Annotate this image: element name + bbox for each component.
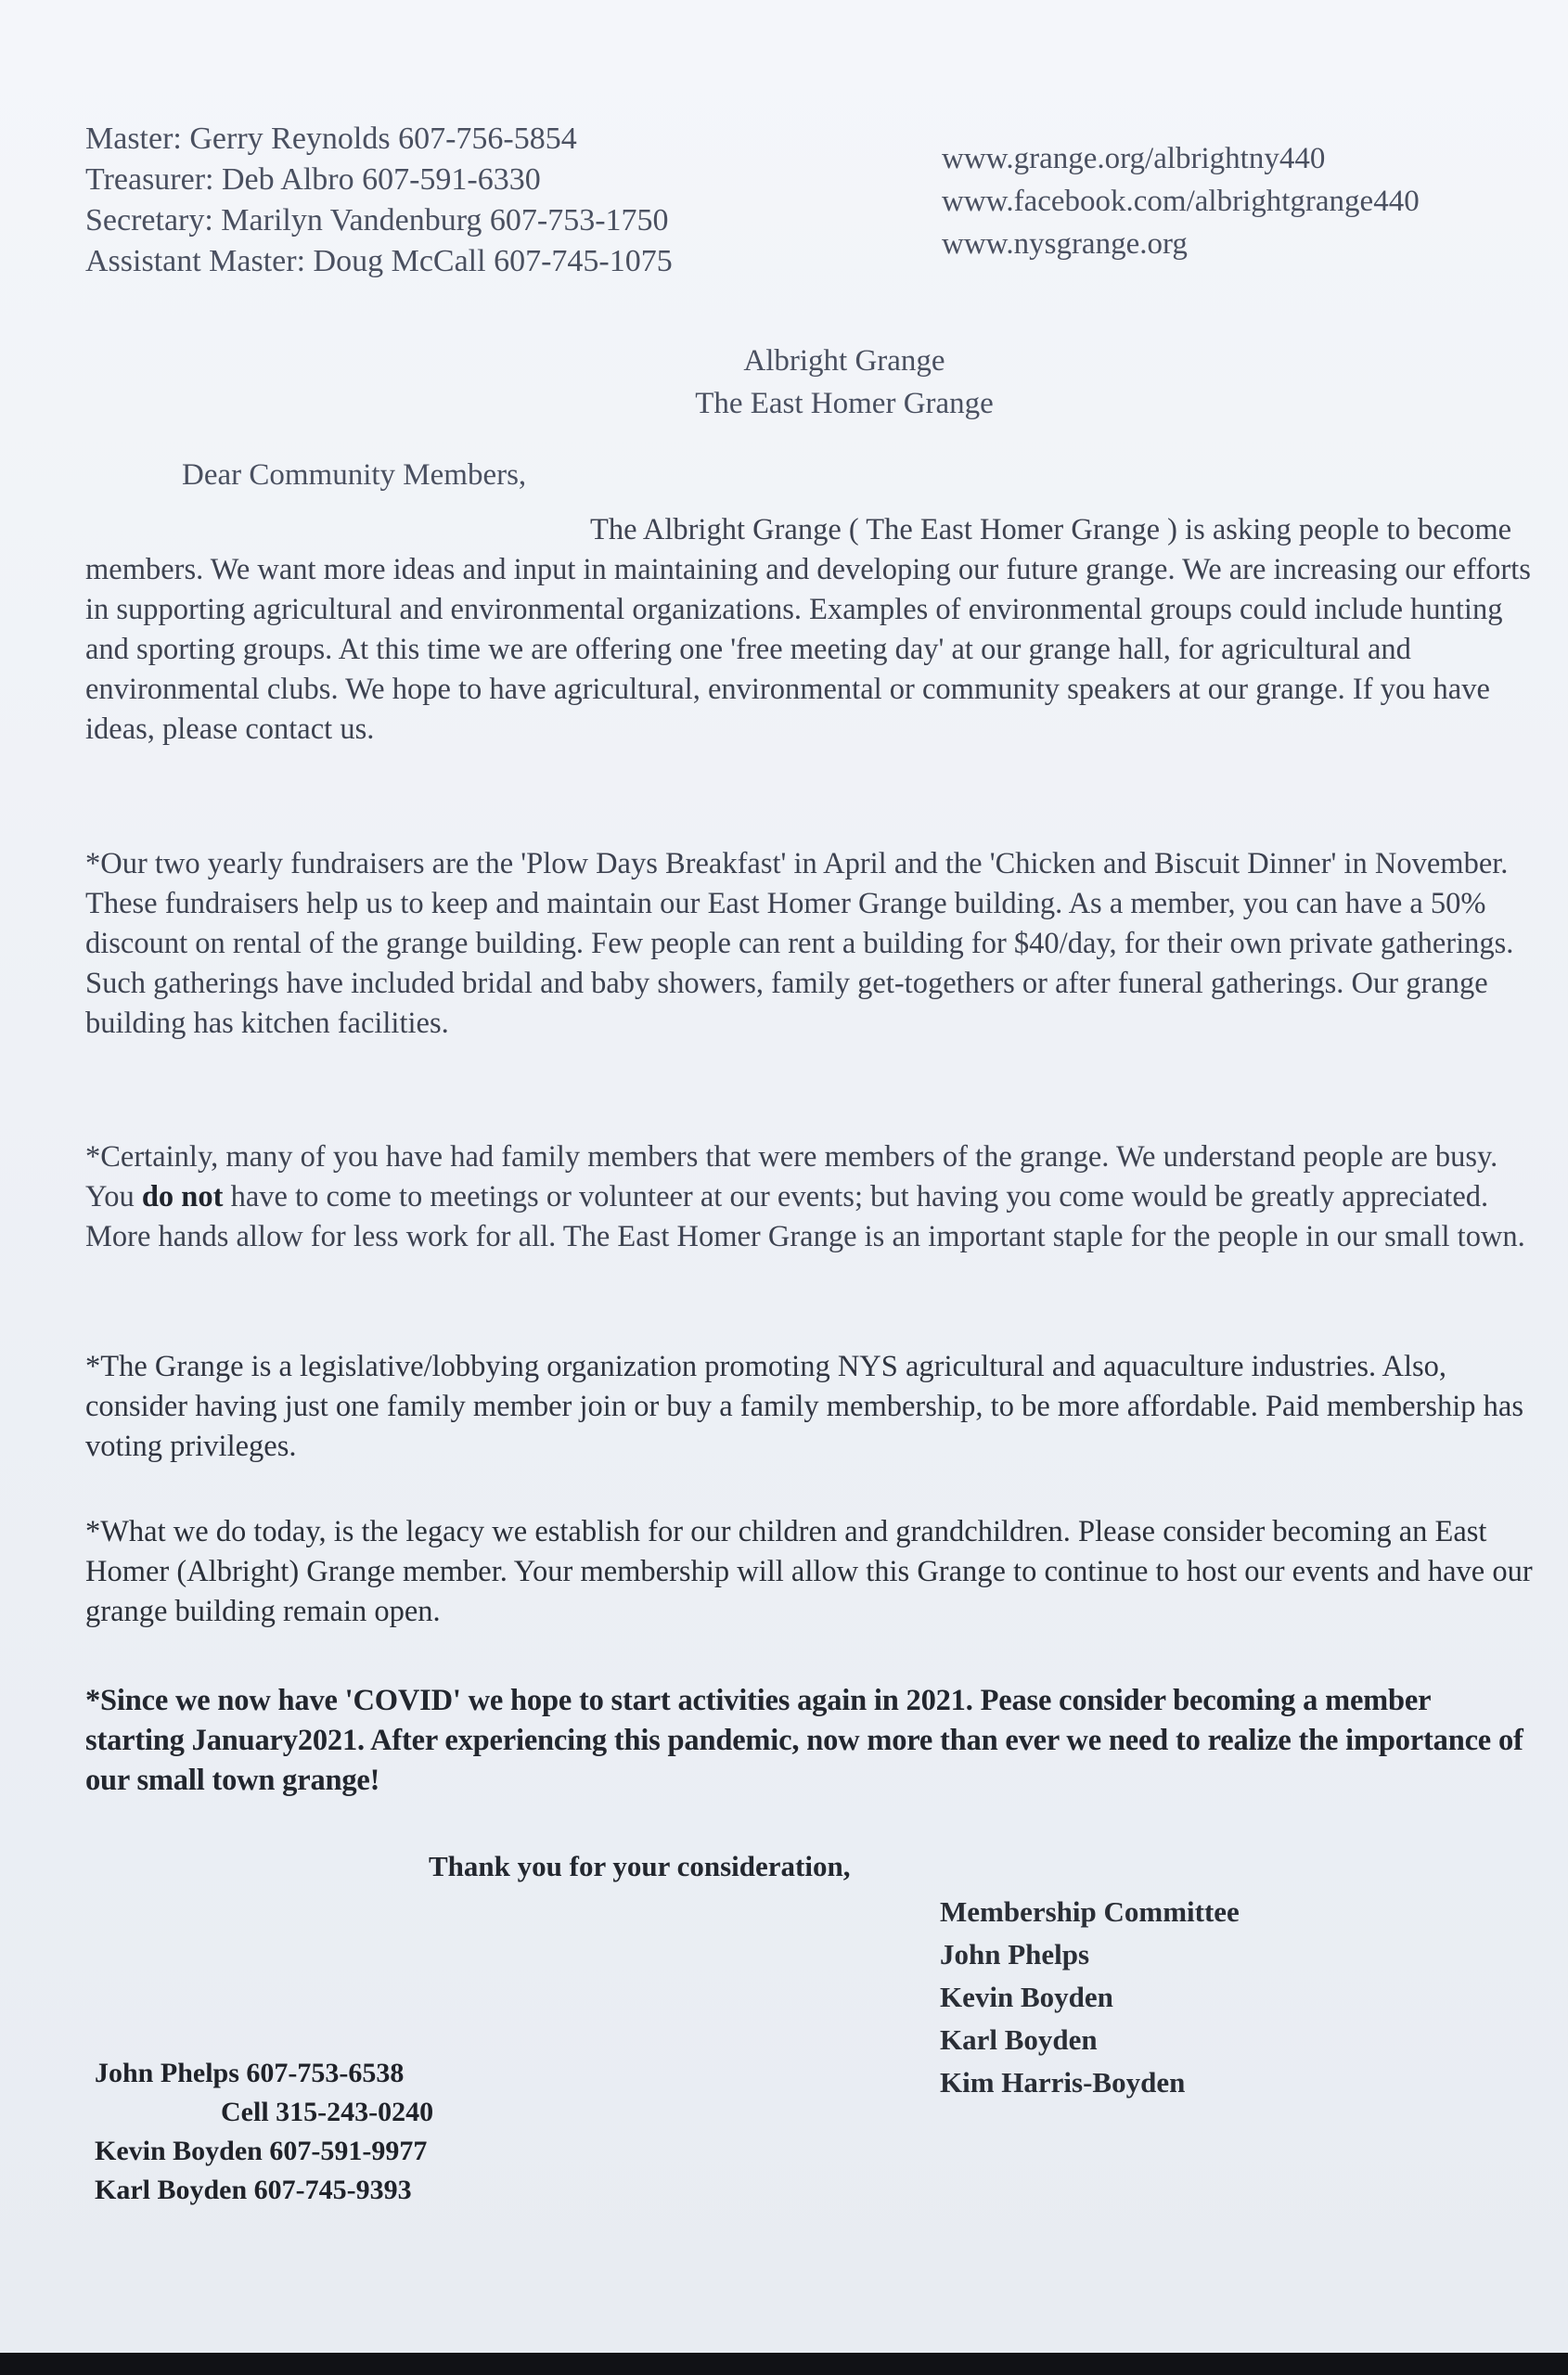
- paragraph-family-members: [85, 1137, 1533, 1257]
- committee-member: Karl Boyden: [940, 2023, 1098, 2056]
- nysgrange-link: www.nysgrange.org: [942, 227, 1188, 261]
- emphasis-do-not: do not: [141, 1180, 224, 1213]
- paragraph-covid: [85, 1681, 1533, 1801]
- paragraph-covid-text: *Since we now have 'COVID' we hope to start activities again in 2021. Pease consider becoming a member starting January2021. After experiencing this pandemic, now more than ever we need to realize the importance of our small town grange!: [85, 1684, 1523, 1797]
- scan-bottom-edge: [0, 2353, 1568, 2375]
- paragraph-fundraisers-text: *Our two yearly fundraisers are the 'Plow Days Breakfast' in April and the 'Chicken and Biscuit Dinner' in November. These fundraisers help us to keep and maintain our East Homer Grange building. As a member, you can have a 50% discount on rental of the grange building. Few people can rent a building for $40/day, for their own private gatherings. Such gatherings have included bridal and baby showers, family get-togethers or after funeral gatherings. Our grange building has kitchen facilities.: [85, 847, 1514, 1040]
- web-links: [942, 137, 1420, 265]
- officer-assistant-master: Assistant Master: Doug McCall 607-745-1075: [85, 244, 673, 278]
- officer-master: Master: Gerry Reynolds 607-756-5854: [85, 122, 577, 156]
- salutation: Dear Community Members,: [182, 458, 527, 492]
- facebook-link: www.facebook.com/albrightgrange440: [942, 185, 1420, 218]
- contact-kevin-boyden: Kevin Boyden 607-591-9977: [95, 2136, 428, 2166]
- paragraph-family-members-end: have to come to meetings or volunteer at our events; but having you come would be greatly appreciated. More hands allow for less work for all. The East Homer Grange is an important staple for the people in our small town.: [85, 1180, 1525, 1253]
- committee-signature: [940, 1891, 1240, 2104]
- letter-title: Albright Grange: [743, 344, 945, 378]
- contact-karl-boyden: Karl Boyden 607-745-9393: [95, 2175, 412, 2205]
- closing-line: Thank you for your consideration,: [429, 1850, 851, 1882]
- committee-member: Kim Harris-Boyden: [940, 2066, 1186, 2099]
- officer-treasurer: Treasurer: Deb Albro 607-591-6330: [85, 162, 541, 197]
- officer-list: [85, 119, 673, 282]
- paragraph-legacy: [85, 1512, 1533, 1632]
- committee-member: Kevin Boyden: [940, 1981, 1113, 2013]
- paragraph-intro: [85, 510, 1533, 750]
- paragraph-legislative-text: *The Grange is a legislative/lobbying organization promoting NYS agricultural and aquaculture industries. Also, consider having just one family member join or buy a family membership, to be more affordable. Paid membership has voting privileges.: [85, 1350, 1523, 1463]
- paragraph-family-members-start: *Certainly, many of you have had family members that were members of the grange. We understand people are busy. You: [85, 1140, 1498, 1213]
- officer-secretary: Secretary: Marilyn Vandenburg 607-753-1750: [85, 203, 669, 238]
- paragraph-legislative: [85, 1347, 1533, 1467]
- committee-title: Membership Committee: [940, 1895, 1240, 1928]
- contact-list: [95, 2054, 433, 2210]
- paragraph-fundraisers: [85, 844, 1533, 1044]
- contact-john-phelps: John Phelps 607-753-6538: [95, 2058, 405, 2088]
- paragraph-family-members-text: [85, 1137, 1533, 1257]
- paragraph-intro-text: The Albright Grange ( The East Homer Grange ) is asking people to become members. We want more ideas and input in maintaining and developing our future grange. We are increasing our efforts in supporting agricultural and environmental organizations. Examples of environmental groups could include hunting and sporting groups. At this time we are offering one 'free meeting day' at our grange hall, for agricultural and environmental clubs. We hope to have agricultural, environmental or community speakers at our grange. If you have ideas, please contact us.: [85, 513, 1531, 746]
- letter-subtitle: The East Homer Grange: [695, 387, 994, 420]
- grange-org-link: www.grange.org/albrightny440: [942, 142, 1326, 175]
- contact-john-phelps-cell: Cell 315-243-0240: [221, 2097, 434, 2127]
- committee-member: John Phelps: [940, 1938, 1090, 1971]
- paragraph-legacy-text: *What we do today, is the legacy we establish for our children and grandchildren. Please consider becoming an East Homer (Albright) Grange member. Your membership will allow this Grange to continue to host our events and have our grange building remain open.: [85, 1515, 1533, 1628]
